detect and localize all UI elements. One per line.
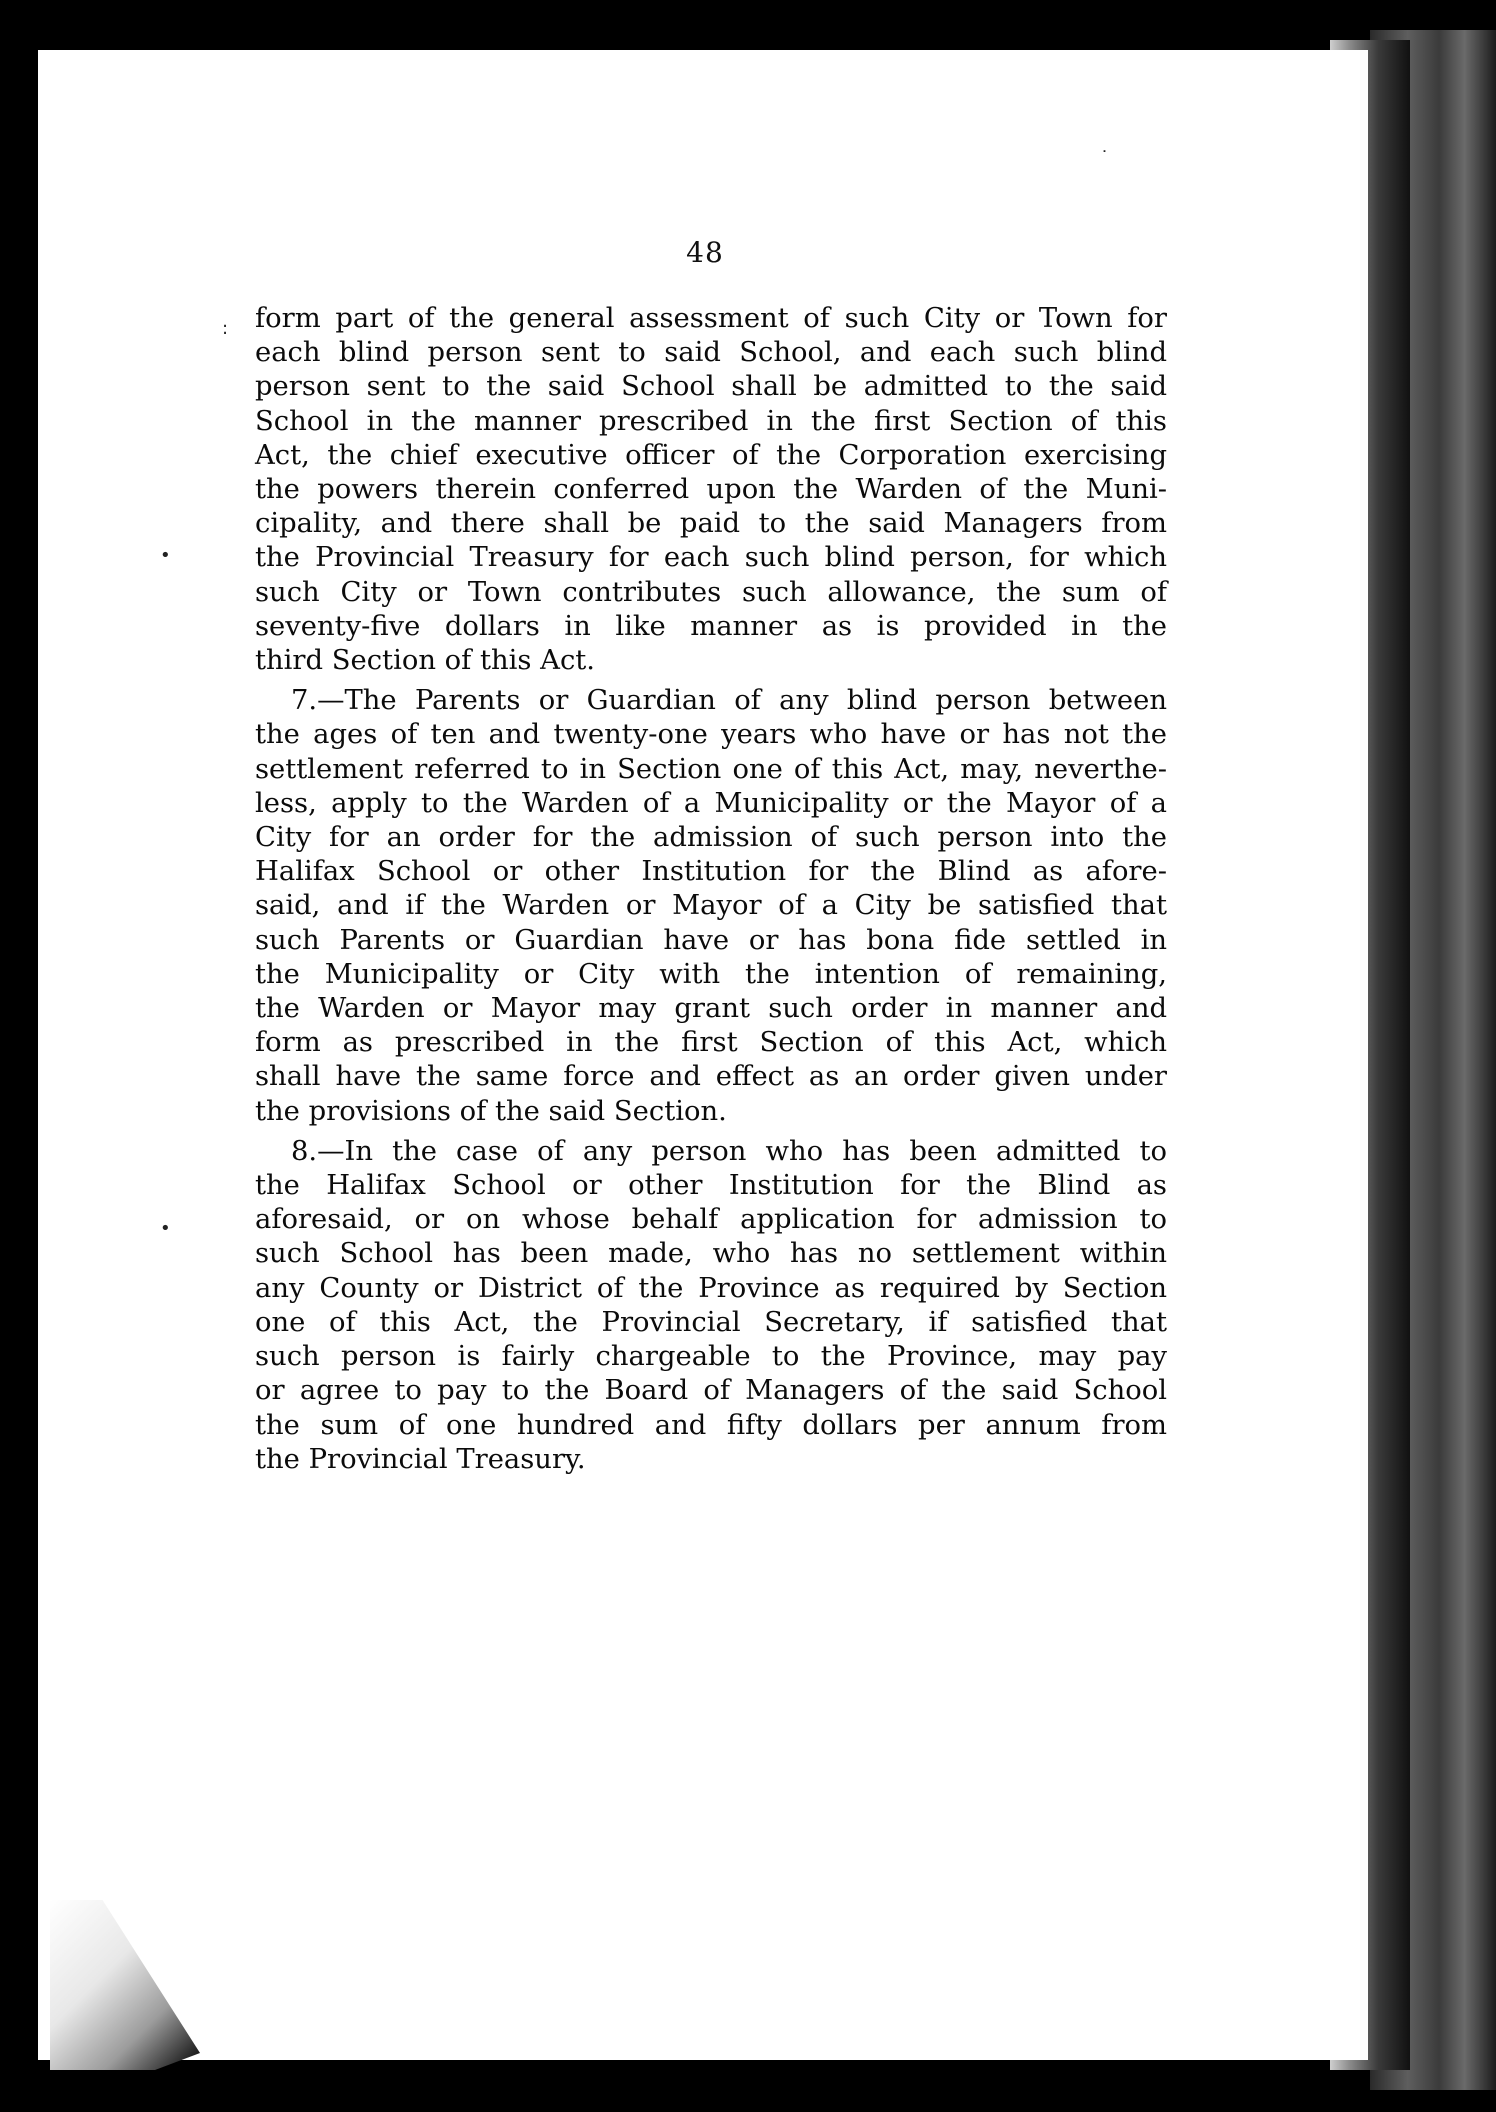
text-line: form part of the general assessment of such City or Town for	[255, 303, 1167, 334]
text-line: such person is fairly chargeable to the Province, may pay	[255, 1341, 1167, 1373]
margin-speck: •	[160, 545, 171, 566]
text-line: the sum of one hundred and fifty dollars per annum from	[255, 1409, 1167, 1441]
paragraph-section-8	[255, 1135, 1167, 1477]
text-line: such City or Town contributes such allowance, the sum of	[255, 576, 1167, 608]
body-text	[255, 302, 1167, 1477]
margin-speck: :	[222, 318, 229, 339]
text-line: Act, the chief executive officer of the Corporation exercising	[255, 439, 1167, 471]
text-line: City for an order for the admission of such person into the	[255, 822, 1167, 854]
text-line: shall have the same force and effect as an order given under	[255, 1061, 1167, 1093]
text-line: third Section of this Act.	[255, 645, 596, 677]
paragraph-continued	[255, 302, 1167, 678]
margin-speck: •	[160, 1218, 171, 1239]
text-line: Halifax School or other Institution for the Blind as afore-	[255, 856, 1167, 888]
text-line: one of this Act, the Provincial Secretary, if satisfied that	[255, 1306, 1167, 1338]
paragraph-section-7	[255, 684, 1167, 1129]
text-line: less, apply to the Warden of a Municipality or the Mayor of a	[255, 787, 1167, 819]
text-line: the ages of ten and twenty-one years who have or has not the	[255, 719, 1167, 751]
text-line: each blind person sent to said School, and each such blind	[255, 337, 1167, 369]
text-line: the Provincial Treasury for each such blind person, for which	[255, 542, 1167, 574]
text-line: 7.—The Parents or Guardian of any blind person between	[291, 685, 1167, 717]
text-line: such Parents or Guardian have or has bona fide settled in	[255, 924, 1167, 956]
text-line: any County or District of the Province as required by Section	[255, 1272, 1167, 1304]
text-line: cipality, and there shall be paid to the said Managers from	[255, 508, 1167, 540]
text-line: 8.—In the case of any person who has been admitted to	[291, 1135, 1167, 1167]
text-line: said, and if the Warden or Mayor of a City be satisfied that	[255, 890, 1167, 922]
text-line: aforesaid, or on whose behalf application for admission to	[255, 1204, 1167, 1236]
text-line: the powers therein conferred upon the Warden of the Muni-	[255, 474, 1167, 506]
text-line: such School has been made, who has no settlement within	[255, 1238, 1167, 1270]
text-line: the Warden or Mayor may grant such order in manner and	[255, 993, 1167, 1025]
text-line: the Municipality or City with the intention of remaining,	[255, 958, 1167, 990]
text-line: person sent to the said School shall be admitted to the said	[255, 371, 1167, 403]
text-line: form as prescribed in the first Section of this Act, which	[255, 1027, 1167, 1059]
text-line: the provisions of the said Section.	[255, 1095, 727, 1127]
page-number: 48	[686, 236, 724, 269]
text-line: School in the manner prescribed in the first Section of this	[255, 405, 1167, 437]
text-line: the Halifax School or other Institution for the Blind as	[255, 1170, 1167, 1202]
text-line: or agree to pay to the Board of Managers of the said School	[255, 1375, 1167, 1407]
text-line: seventy-five dollars in like manner as is provided in the	[255, 610, 1167, 642]
text-line: settlement referred to in Section one of this Act, may, neverthe-	[255, 753, 1167, 785]
margin-speck: ˙	[1100, 148, 1109, 169]
text-line: the Provincial Treasury.	[255, 1443, 586, 1475]
